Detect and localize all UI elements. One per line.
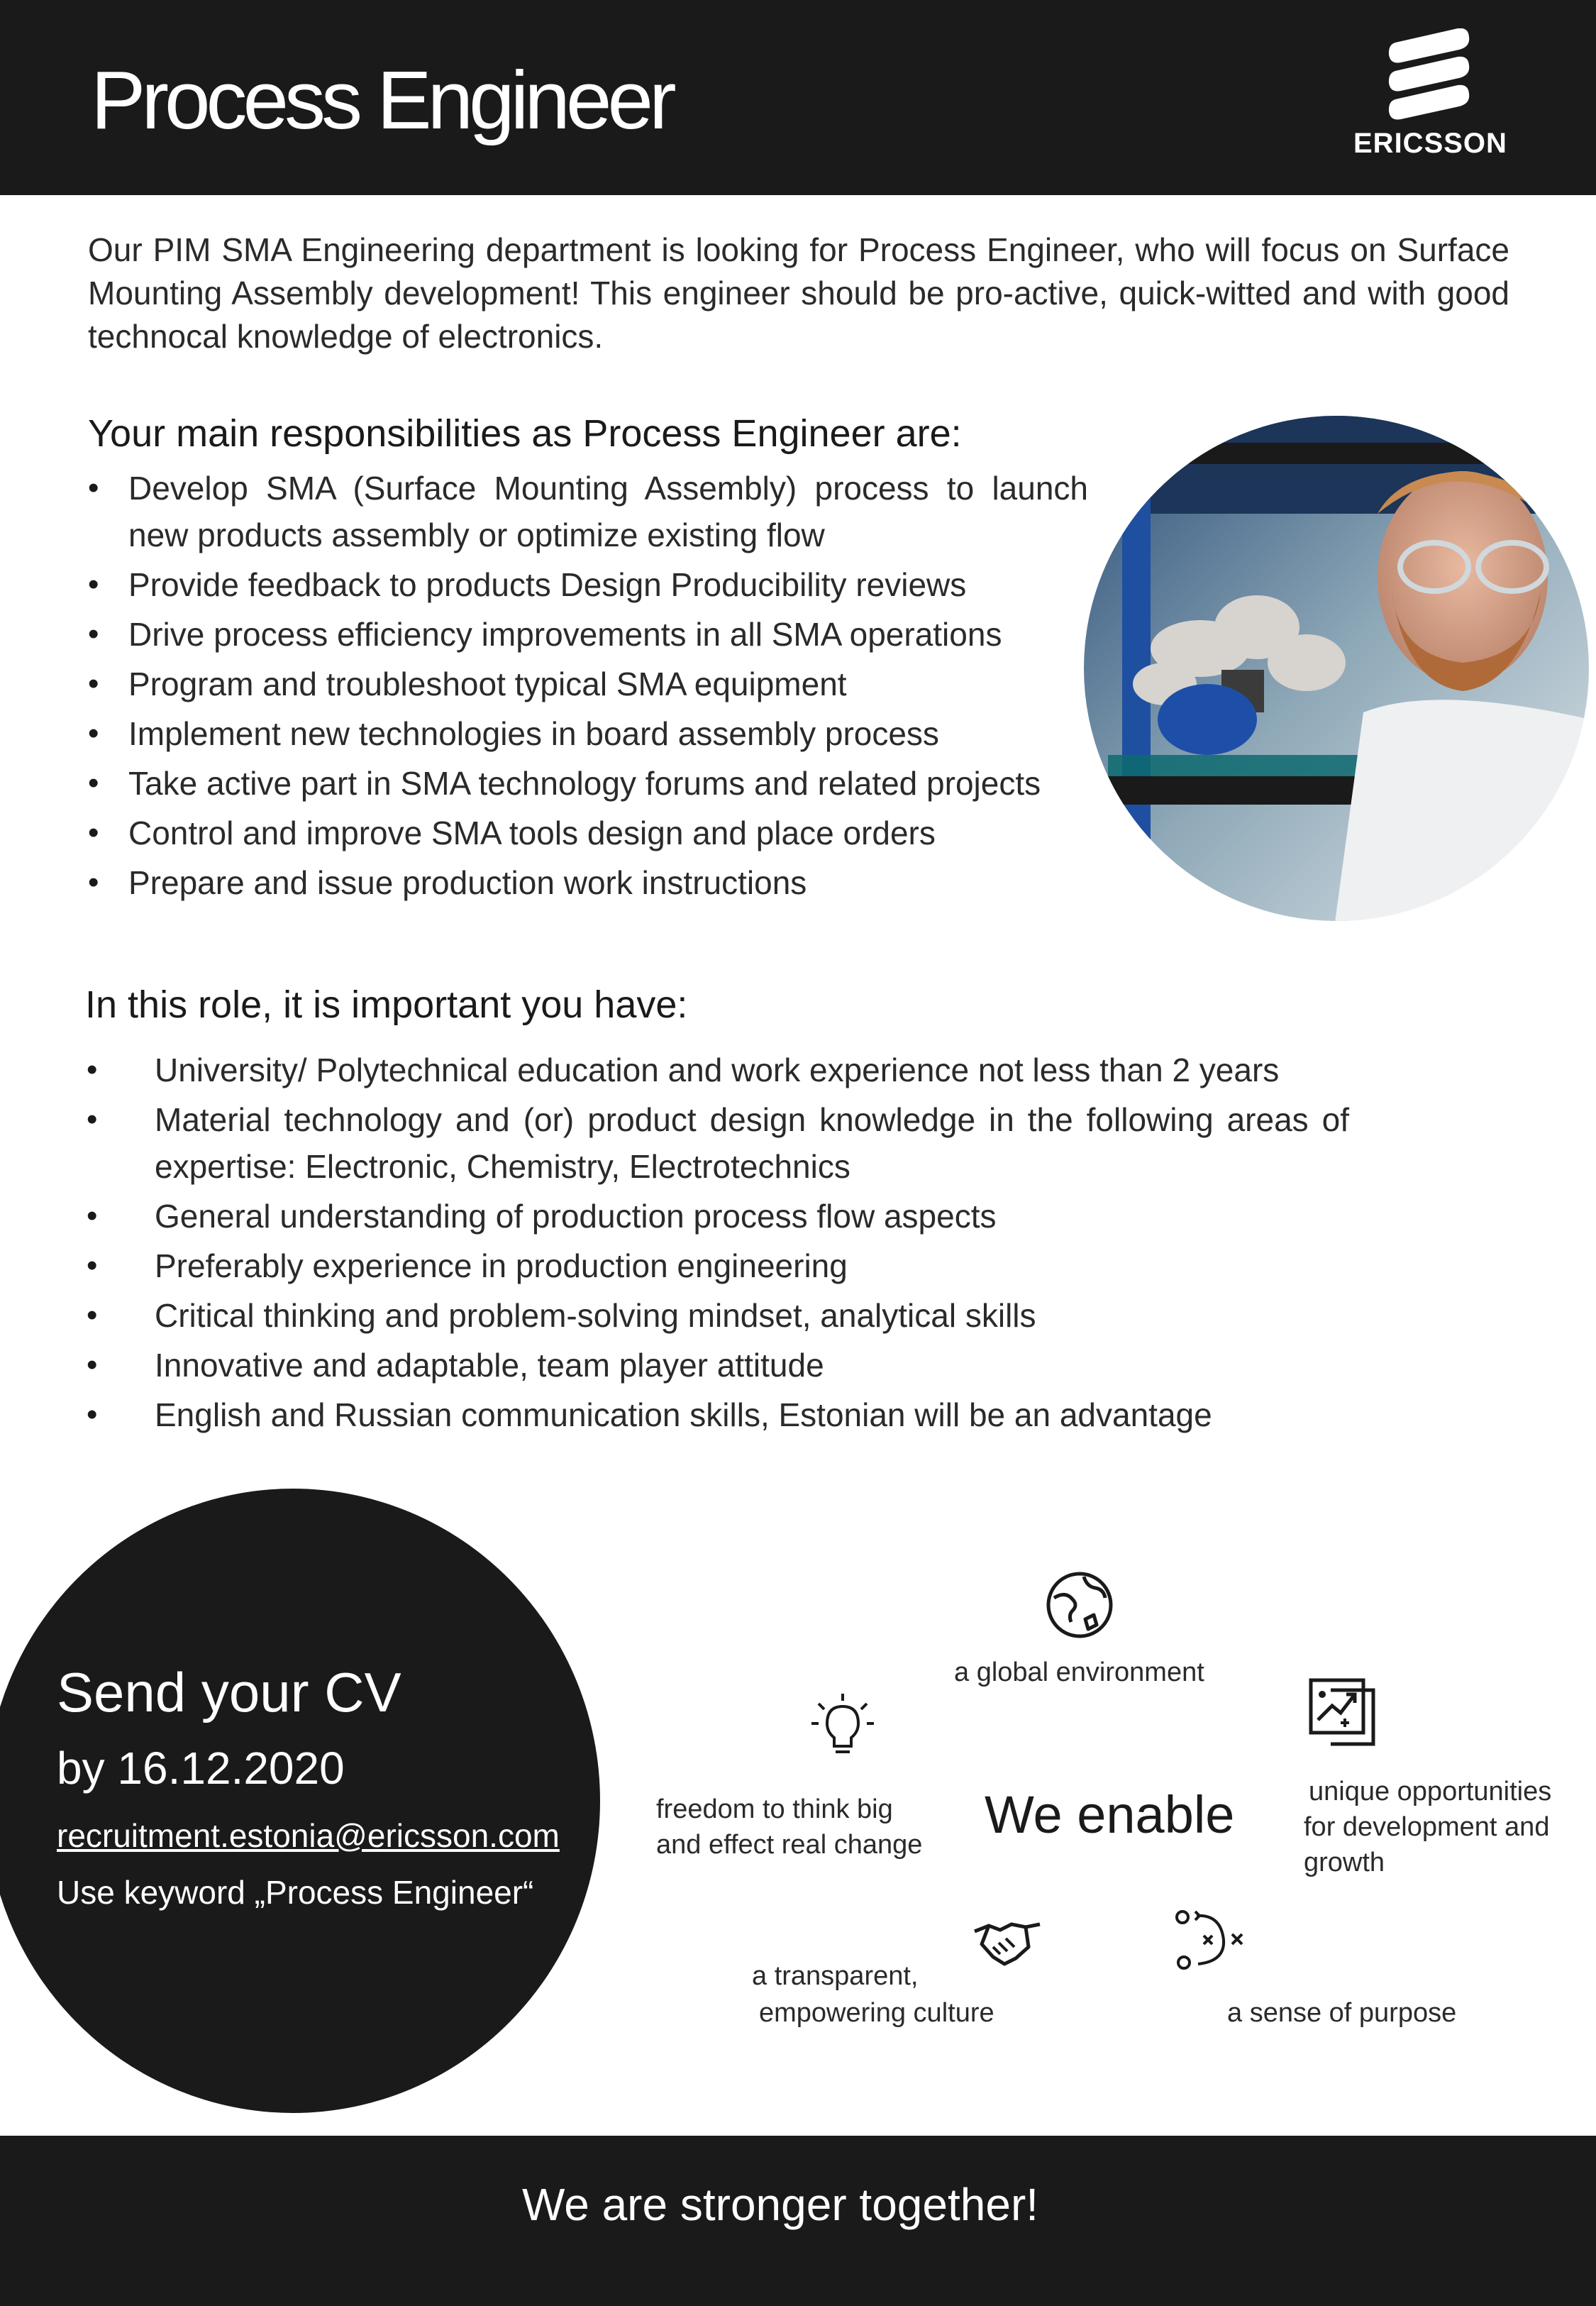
bullet-icon: •	[88, 815, 99, 850]
feature-opportunities-line2: for development and	[1304, 1812, 1550, 1842]
list-item: • Drive process efficiency improvements in all SMA operations	[88, 611, 1088, 658]
feature-culture-line2: empowering culture	[759, 1998, 994, 2028]
we-enable-title: We enable	[985, 1785, 1235, 1844]
engineer-photo	[1080, 414, 1590, 922]
bullet-icon: •	[88, 470, 99, 505]
bullet-icon: •	[88, 865, 99, 900]
bullet-icon: •	[87, 1248, 98, 1283]
feature-global: a global environment	[954, 1657, 1204, 1687]
bullet-icon: •	[87, 1198, 98, 1233]
responsibilities-list	[88, 465, 1088, 909]
list-item: • Implement new technologies in board assembly process	[88, 710, 1088, 757]
list-item: • Innovative and adaptable, team player attitude	[87, 1342, 1349, 1389]
requirements-heading: In this role, it is important you have:	[85, 983, 688, 1026]
feature-opportunities-line3: growth	[1304, 1848, 1385, 1877]
cv-email-link[interactable]: recruitment.estonia@ericsson.com	[57, 1817, 560, 1854]
list-item: • Material technology and (or) product design knowledge in the following areas of expertise: Electronic, Chemistry, Electrotechnics	[87, 1096, 1349, 1190]
bullet-icon: •	[88, 766, 99, 800]
bullet-icon: •	[87, 1052, 98, 1087]
bullet-icon: •	[88, 567, 99, 602]
footer-slogan: We are stronger together!	[521, 2179, 1039, 2230]
list-item: • Critical thinking and problem-solving mindset, analytical skills	[87, 1292, 1349, 1339]
growth-chart-icon	[1307, 1676, 1380, 1750]
bullet-icon: •	[88, 666, 99, 701]
list-item: • English and Russian communication skills, Estonian will be an advantage	[87, 1391, 1349, 1438]
cv-keyword: Use keyword „Process Engineer“	[57, 1874, 534, 1911]
bullet-icon: •	[87, 1102, 98, 1137]
intro-paragraph: Our PIM SMA Engineering department is looking for Process Engineer, who will focus on Surface Mounting Assembly development! This engineer should be pro-active, quick-witted and with good technocal knowledge of electronics.	[88, 231, 1509, 355]
list-item: • University/ Polytechnical education and work experience not less than 2 years	[87, 1047, 1349, 1093]
bullet-icon: •	[87, 1347, 98, 1382]
list-item: • Control and improve SMA tools design and place orders	[88, 810, 1088, 856]
list-item: • Preferably experience in production engineering	[87, 1242, 1349, 1289]
list-item: • Provide feedback to products Design Producibility reviews	[88, 561, 1088, 608]
list-item: • Program and troubleshoot typical SMA equipment	[88, 661, 1088, 707]
feature-opportunities-line1: unique opportunities	[1309, 1777, 1552, 1806]
list-item: • General understanding of production process flow aspects	[87, 1193, 1349, 1240]
bullet-icon: •	[88, 617, 99, 651]
list-item: • Prepare and issue production work instructions	[88, 859, 1088, 906]
globe-icon	[1044, 1569, 1115, 1640]
cv-deadline: by 16.12.2020	[57, 1743, 345, 1794]
requirements-list	[87, 1047, 1349, 1441]
feature-freedom-line2: and effect real change	[656, 1830, 923, 1860]
bullet-icon: •	[88, 716, 99, 751]
cv-circle	[0, 1489, 600, 2113]
list-item: • Take active part in SMA technology forums and related projects	[88, 760, 1088, 807]
feature-freedom-line1: freedom to think big	[656, 1794, 893, 1824]
responsibilities-heading: Your main responsibilities as Process Engineer are:	[88, 412, 962, 455]
feature-culture-line1: a transparent,	[752, 1961, 919, 1991]
bullet-icon: •	[87, 1397, 98, 1432]
page-title: Process Engineer	[91, 54, 672, 146]
bullet-icon: •	[87, 1298, 98, 1333]
cv-title: Send your CV	[57, 1661, 401, 1723]
lightbulb-icon	[809, 1692, 877, 1760]
strategy-icon	[1174, 1909, 1248, 1973]
logo-wordmark: ERICSSON	[1353, 128, 1507, 159]
handshake-icon	[972, 1916, 1043, 1973]
feature-purpose: a sense of purpose	[1227, 1998, 1457, 2028]
list-item: • Develop SMA (Surface Mounting Assembly) process to launch new products assembly or optimize existing flow	[88, 465, 1088, 558]
